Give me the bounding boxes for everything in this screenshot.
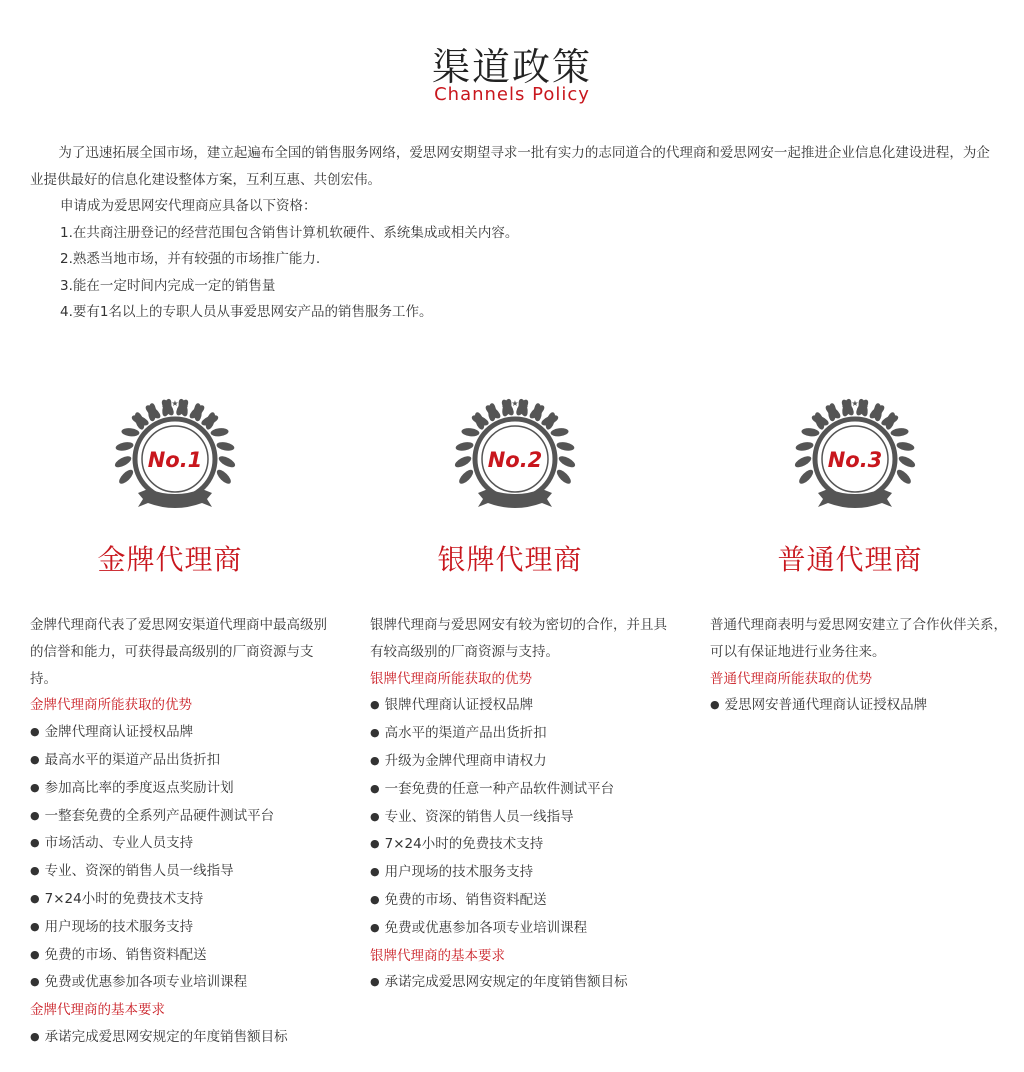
basic-requirement-item: ● 承诺完成爱思网安规定的年度销售额目标	[370, 969, 670, 997]
laurel-badge-icon	[790, 395, 920, 525]
star-icon: ★	[181, 403, 189, 412]
tier-name: 银牌代理商	[437, 543, 583, 576]
advantage-item: ● 爱思网安普通代理商认证授权品牌	[710, 692, 1010, 720]
badge-label: No.1	[147, 448, 203, 472]
advantage-item: ● 专业、资深的销售人员一线指导	[370, 804, 670, 832]
star-icon: ★	[841, 403, 849, 412]
advantage-item: ● 一整套免费的全系列产品硬件测试平台	[30, 803, 330, 831]
advantages-title: 普通代理商所能获取的优势	[710, 670, 872, 687]
requirement-item: 3.能在一定时间内完成一定的销售量	[60, 277, 276, 294]
star-icon: ★	[521, 403, 529, 412]
page-subtitle: Channels Policy	[434, 84, 590, 105]
advantage-item: ● 银牌代理商认证授权品牌	[370, 692, 670, 720]
badge-label: No.3	[827, 448, 883, 472]
laurel-leaf	[793, 454, 813, 470]
basic-requirements-title: 金牌代理商的基本要求	[30, 1002, 165, 1019]
advantage-item: ● 免费的市场、销售资料配送	[370, 887, 670, 915]
basic-requirements-title: 银牌代理商的基本要求	[370, 947, 505, 964]
advantage-item: ● 专业、资深的销售人员一线指导	[30, 858, 330, 886]
tier-description-block	[30, 612, 330, 1052]
laurel-leaf	[457, 468, 475, 486]
laurel-leaf	[801, 427, 820, 437]
star-icon: ★	[501, 403, 509, 412]
laurel-leaf	[113, 454, 133, 470]
laurel-leaf	[455, 441, 474, 452]
page-title: 渠道政策	[431, 45, 592, 89]
laurel-leaf	[121, 427, 140, 437]
advantage-item: ● 7×24小时的免费技术支持	[370, 831, 670, 859]
intro-paragraph: 为了迅速拓展全国市场，建立起遍布全国的销售服务网络，爱思网安期望寻求一批有实力的志同道合的代理商和爱思网安一起推进企业信息化建设进程，为企业提供最好的信息化建设整体方案，互利互惠、共创宏伟。	[30, 145, 990, 188]
laurel-leaf	[550, 427, 569, 437]
requirement-item: 1.在共商注册登记的经营范围包含销售计算机软硬件、系统集成或相关内容。	[60, 224, 519, 241]
star-icon: ★	[861, 403, 869, 412]
laurel-leaf	[117, 468, 135, 486]
laurel-leaf	[210, 427, 229, 437]
advantage-item: ● 用户现场的技术服务支持	[30, 914, 330, 942]
requirements-title: 申请成为爱思网安代理商应具备以下资格：	[60, 198, 317, 214]
laurel-badge-icon	[450, 395, 580, 525]
advantage-item: ● 金牌代理商认证授权品牌	[30, 719, 330, 747]
tier-description: 银牌代理商与爱思网安有较为密切的合作，并且具有较高级别的厂商资源与支持。	[370, 617, 667, 660]
advantage-item: ● 一套免费的任意一种产品软件测试平台	[370, 776, 670, 804]
laurel-leaf	[215, 468, 233, 486]
star-icon: ★	[851, 399, 859, 408]
star-icon: ★	[161, 403, 169, 412]
advantage-item: ● 免费的市场、销售资料配送	[30, 942, 330, 970]
star-icon: ★	[511, 399, 519, 408]
tier-description: 普通代理商表明与爱思网安建立了合作伙伴关系，可以有保证地进行业务往来。	[710, 617, 1007, 660]
laurel-leaf	[897, 454, 917, 470]
advantage-item: ● 参加高比率的季度返点奖励计划	[30, 775, 330, 803]
advantage-item: ● 用户现场的技术服务支持	[370, 859, 670, 887]
laurel-leaf	[148, 403, 156, 421]
laurel-leaf	[453, 454, 473, 470]
laurel-leaf	[555, 468, 573, 486]
badge-label: No.2	[487, 448, 543, 472]
laurel-leaf	[216, 441, 235, 452]
laurel-badge-icon	[110, 395, 240, 525]
laurel-leaf	[797, 468, 815, 486]
advantage-item: ● 免费或优惠参加各项专业培训课程	[30, 969, 330, 997]
basic-requirement-item: ● 承诺完成爱思网安规定的年度销售额目标	[30, 1024, 330, 1052]
laurel-leaf	[115, 441, 134, 452]
laurel-leaf	[896, 441, 915, 452]
laurel-leaf	[890, 427, 909, 437]
laurel-leaf	[556, 441, 575, 452]
intro-section	[30, 140, 996, 326]
advantage-item: ● 7×24小时的免费技术支持	[30, 886, 330, 914]
advantage-item: ● 高水平的渠道产品出货折扣	[370, 720, 670, 748]
requirement-item: 4.要有1名以上的专职人员从事爱思网安产品的销售服务工作。	[60, 304, 433, 320]
tier-description: 金牌代理商代表了爱思网安渠道代理商中最高级别的信誉和能力，可获得最高级别的厂商资源与支持。	[30, 617, 327, 687]
advantages-title: 金牌代理商所能获取的优势	[30, 697, 192, 714]
requirement-item: 2.熟悉当地市场，并有较强的市场推广能力.	[60, 251, 321, 267]
tier-description-block	[370, 612, 670, 997]
laurel-leaf	[795, 441, 814, 452]
advantage-item: ● 最高水平的渠道产品出货折扣	[30, 747, 330, 775]
laurel-leaf	[461, 427, 480, 437]
laurel-leaf	[557, 454, 577, 470]
laurel-leaf	[895, 468, 913, 486]
tier-name: 普通代理商	[777, 543, 923, 576]
tier-description-block	[710, 612, 1010, 720]
advantage-item: ● 免费或优惠参加各项专业培训课程	[370, 915, 670, 943]
laurel-leaf	[217, 454, 237, 470]
advantages-title: 银牌代理商所能获取的优势	[370, 670, 532, 687]
star-icon: ★	[171, 399, 179, 408]
advantage-item: ● 市场活动、专业人员支持	[30, 830, 330, 858]
tier-name: 金牌代理商	[97, 543, 243, 576]
advantage-item: ● 升级为金牌代理商申请权力	[370, 748, 670, 776]
laurel-leaf	[828, 403, 836, 421]
laurel-leaf	[488, 403, 496, 421]
